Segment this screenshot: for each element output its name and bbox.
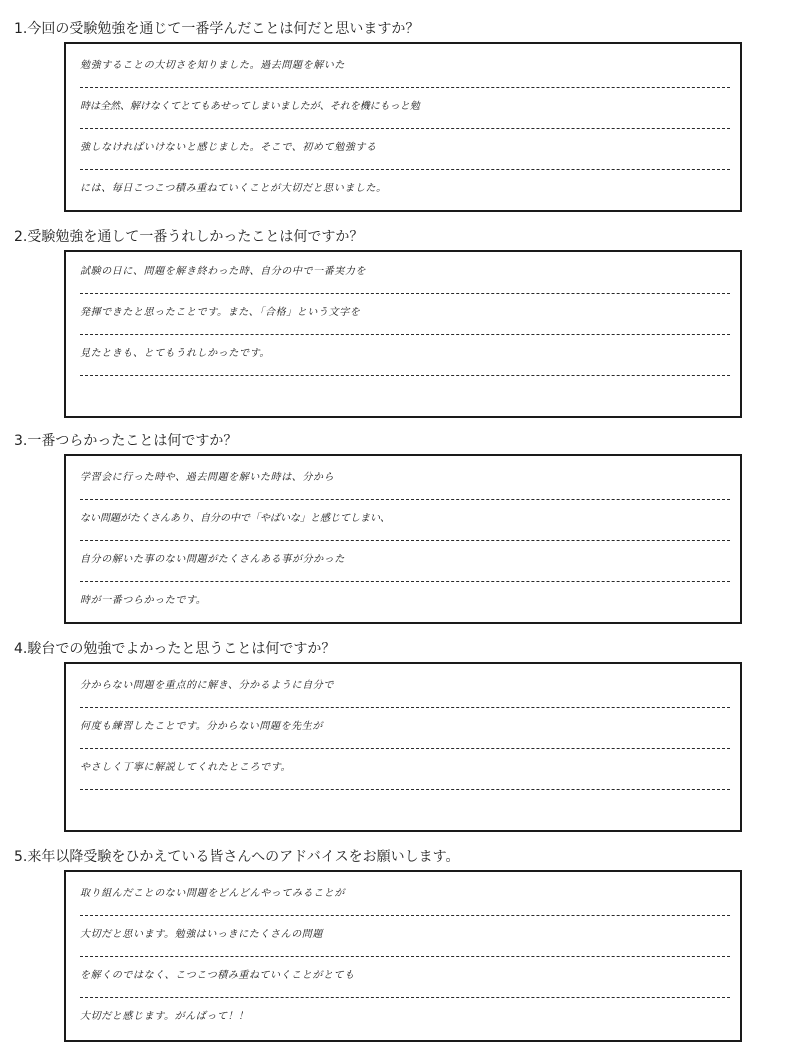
ruled-line <box>80 293 730 294</box>
question-2-label: 2.受験勉強を通して一番うれしかったことは何ですか？ <box>14 229 364 245</box>
ruled-line <box>80 707 730 708</box>
ruled-line <box>80 581 730 582</box>
answer-1-line-1: 勉強することの大切さを知りました。過去問題を解いた <box>80 60 345 71</box>
answer-3-box <box>64 454 742 624</box>
answer-3-line-4: 時が一番つらかったです。 <box>80 595 207 606</box>
ruled-line <box>80 540 730 541</box>
ruled-line <box>80 956 730 957</box>
answer-5-line-2: 大切だと思います。勉強はいっきにたくさんの問題 <box>80 929 323 940</box>
answer-2-line-1: 試験の日に、問題を解き終わった時、自分の中で一番実力を <box>80 266 367 277</box>
ruled-line <box>80 375 730 376</box>
answer-1-line-2: 時は全然、解けなくてとてもあせってしまいましたが、それを機にもっと勉 <box>80 101 420 112</box>
answer-5-line-4: 大切だと感じます。がんばって！！ <box>80 1011 249 1022</box>
answer-2-box <box>64 250 742 418</box>
answer-4-line-1: 分からない問題を重点的に解き、分かるように自分で <box>80 680 334 691</box>
ruled-line <box>80 997 730 998</box>
ruled-line <box>80 128 730 129</box>
answer-5-box <box>64 870 742 1042</box>
answer-3-line-1: 学習会に行った時や、過去問題を解いた時は、分から <box>80 472 335 483</box>
answer-3-line-3: 自分の解いた事のない問題がたくさんある事が分かった <box>80 554 345 565</box>
question-4-label: 4.駿台での勉強でよかったと思うことは何ですか？ <box>14 641 336 657</box>
ruled-line <box>80 334 730 335</box>
answer-4-box <box>64 662 742 832</box>
answer-2-line-3: 見たときも、とてもうれしかったです。 <box>80 348 270 359</box>
ruled-line <box>80 915 730 916</box>
answer-1-box <box>64 42 742 212</box>
ruled-line <box>80 748 730 749</box>
answer-1-line-4: には、毎日こつこつ積み重ねていくことが大切だと思いました。 <box>80 183 387 194</box>
question-5-label: 5.来年以降受験をひかえている皆さんへのアドバイスをお願いします。 <box>14 849 460 865</box>
answer-5-line-3: を解くのではなく、こつこつ積み重ねていくことがとても <box>80 970 355 981</box>
answer-4-line-3: やさしく丁寧に解説してくれたところです。 <box>80 762 292 773</box>
ruled-line <box>80 169 730 170</box>
answer-2-line-2: 発揮できたと思ったことです。また、「合格」という文字を <box>80 307 361 318</box>
question-3-label: 3.一番つらかったことは何ですか？ <box>14 433 238 449</box>
answer-3-line-2: ない問題がたくさんあり、自分の中で「やばいな」と感じてしまい、 <box>80 513 390 524</box>
answer-4-line-2: 何度も練習したことです。分からない問題を先生が <box>80 721 323 732</box>
answer-5-line-1: 取り組んだことのない問題をどんどんやってみることが <box>80 888 345 899</box>
ruled-line <box>80 789 730 790</box>
answer-1-line-3: 強しなければいけないと感じました。そこで、初めて勉強する <box>80 142 377 153</box>
ruled-line <box>80 87 730 88</box>
ruled-line <box>80 499 730 500</box>
question-1-label: 1.今回の受験勉強を通じて一番学んだことは何だと思いますか？ <box>14 21 420 37</box>
